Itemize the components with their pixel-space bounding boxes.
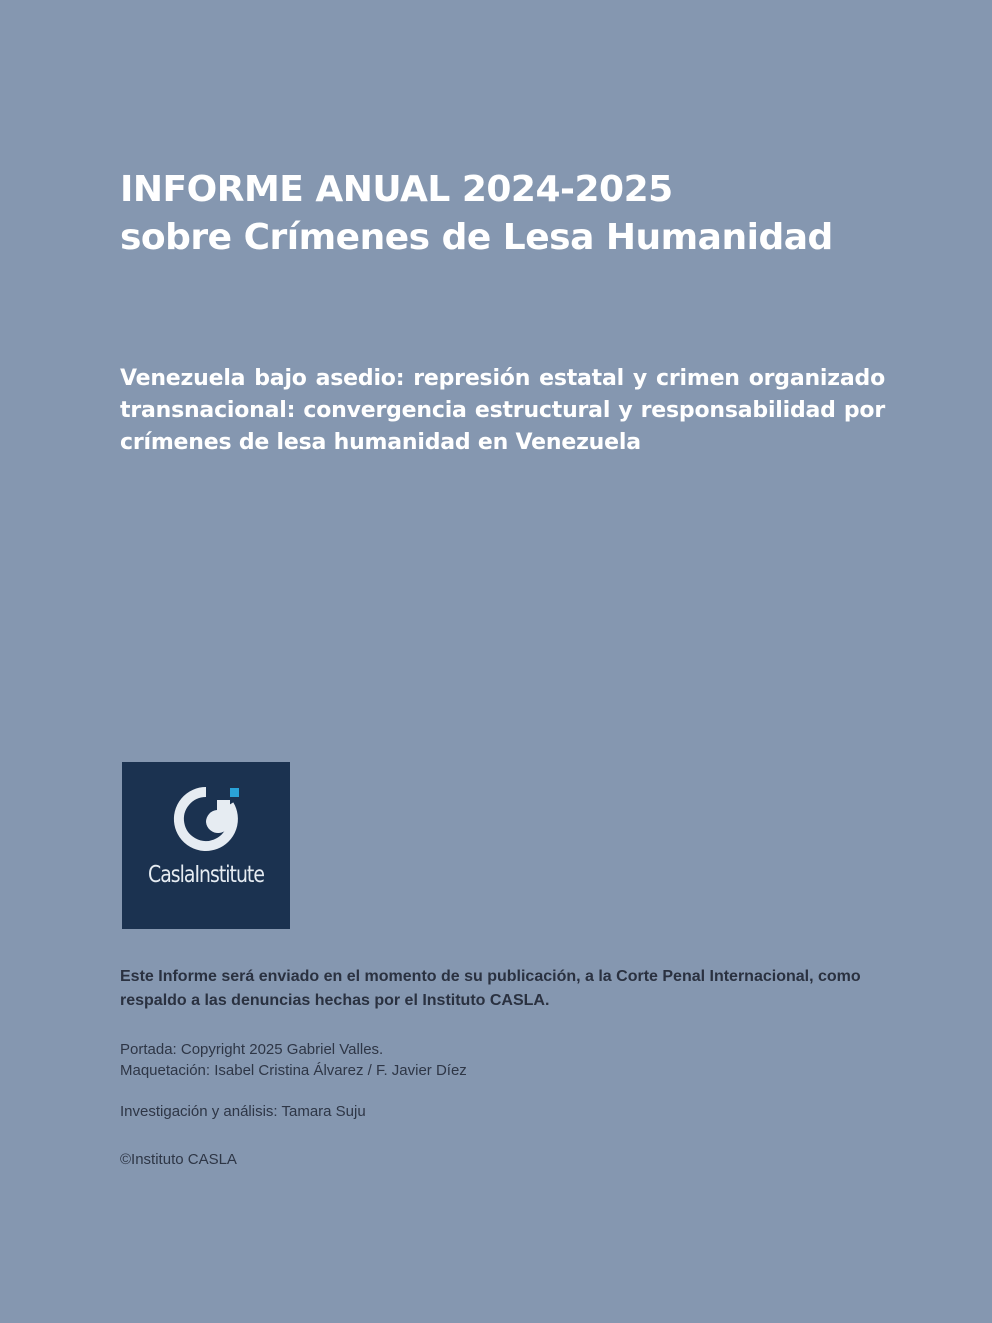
casla-institute-logo — [122, 762, 290, 929]
copyright-notice: ©Instituto CASLA — [120, 1151, 237, 1168]
cover-and-layout-credits — [120, 1039, 900, 1081]
icc-submission-notice: Este Informe será enviado en el momento de su publicación, a la Corte Penal Internacional, como respaldo a las denuncias hechas por el Instituto CASLA. — [120, 968, 861, 1009]
casla-logo-icon — [122, 762, 290, 862]
report-subtitle: Venezuela bajo asedio: represión estatal y crimen organizado transnacional: convergencia estructural y responsabilidad por crímenes de lesa humanidad en Venezuela — [120, 366, 885, 455]
report-title-line-2: sobre Crímenes de Lesa Humanidad — [120, 217, 833, 258]
report-title-line-1: INFORME ANUAL 2024-2025 — [120, 169, 673, 210]
casla-logo-wordmark: CaslaInstitute — [148, 862, 264, 888]
research-credit: Investigación y análisis: Tamara Suju — [120, 1103, 366, 1120]
layout-credit: Maquetación: Isabel Cristina Álvarez / F. Javier Díez — [120, 1062, 467, 1079]
report-title — [120, 166, 900, 262]
cover-credit: Portada: Copyright 2025 Gabriel Valles. — [120, 1041, 384, 1058]
